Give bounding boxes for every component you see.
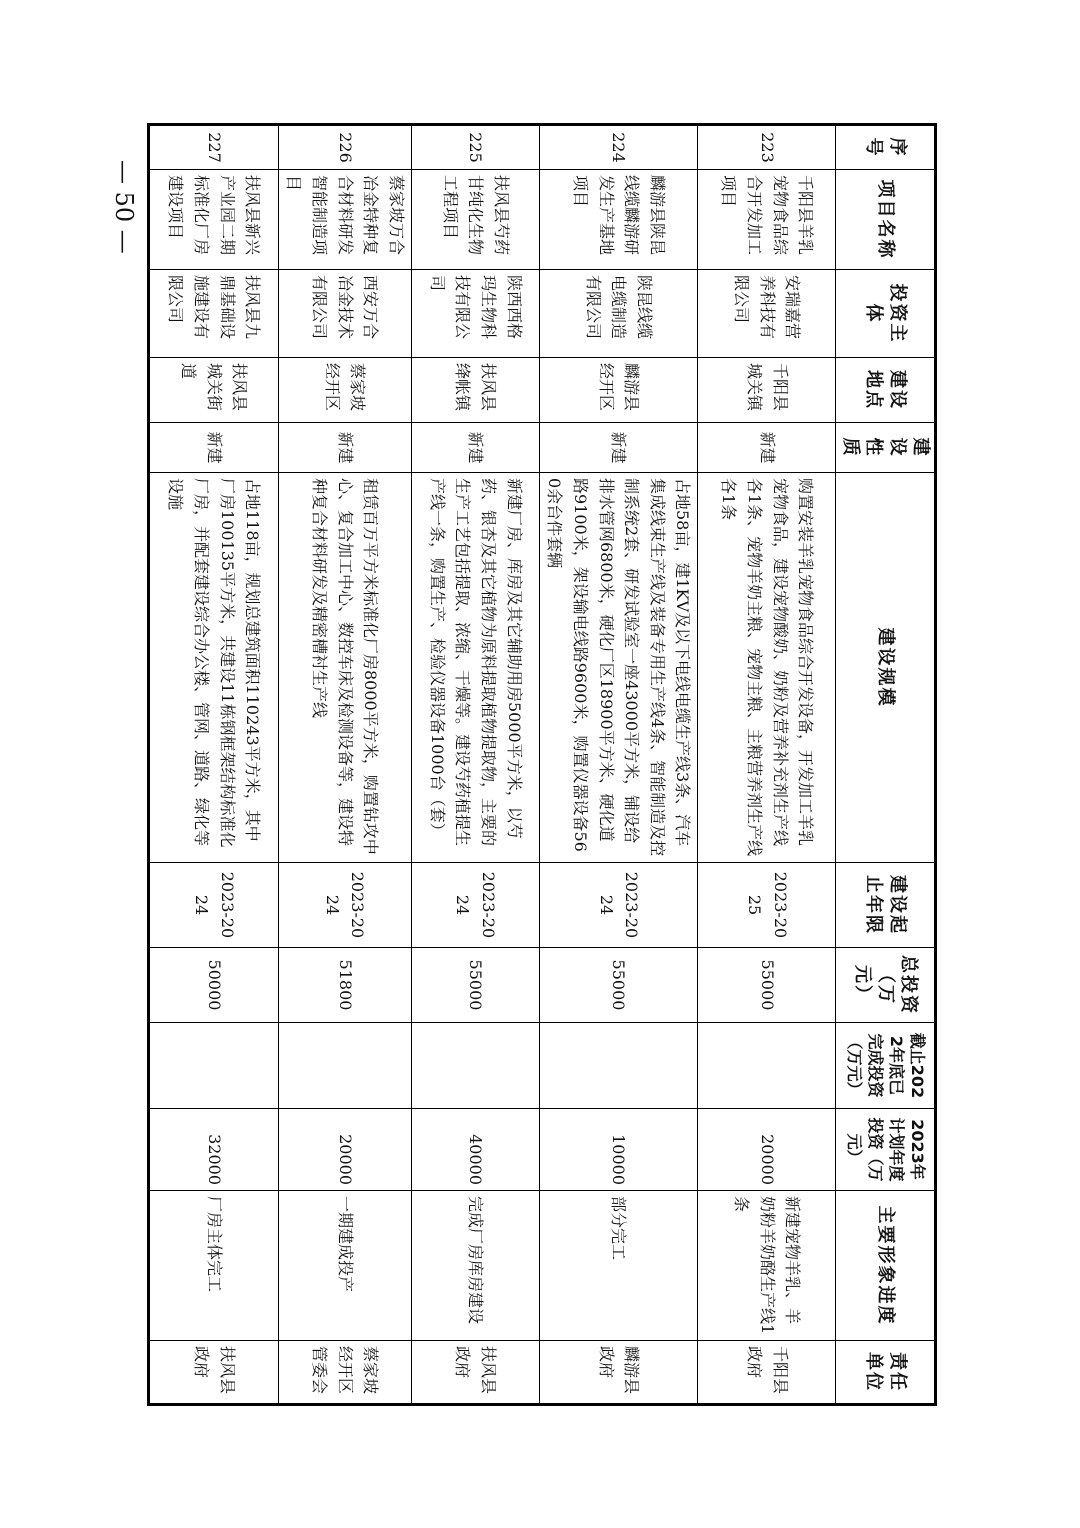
header-location: 建设地点 (836, 358, 936, 423)
cell-total: 55000 (539, 948, 698, 1023)
cell-nature: 新建 (539, 423, 698, 473)
header-investor: 投资主体 (836, 270, 936, 358)
cell-progress: 新建宠物羊乳、羊奶粉羊奶酪生产线1条 (698, 1191, 836, 1341)
cell-completed (539, 1023, 698, 1109)
cell-investor: 扶风县九鼎基础设施建设有限公司 (149, 270, 279, 358)
table-row (411, 125, 539, 1405)
cell-location: 麟游县经开区 (539, 358, 698, 423)
cell-name: 蔡家坡万合冶金特种复合材料研发智能制造项目 (278, 170, 411, 270)
cell-progress: 完成厂房库房建设 (411, 1191, 539, 1341)
cell-unit: 扶风县政府 (411, 1341, 539, 1405)
cell-investor: 陕昆线缆电缆制造有限公司 (539, 270, 698, 358)
cell-location: 千阳县城关镇 (698, 358, 836, 423)
cell-progress: 厂房主体完工 (149, 1191, 279, 1341)
header-nature: 建设性质 (836, 423, 936, 473)
cell-investor: 西安万合冶金技术有限公司 (278, 270, 411, 358)
header-total: 总投资（万元） (836, 948, 936, 1023)
cell-nature: 新建 (149, 423, 279, 473)
cell-planned: 10000 (539, 1109, 698, 1191)
table-row (539, 125, 698, 1405)
project-table (147, 123, 937, 1406)
cell-name: 麟游县陕昆线缆麟游研发生产基地项目 (539, 170, 698, 270)
cell-no: 226 (278, 125, 411, 170)
cell-unit: 蔡家坡经开区管委会 (278, 1341, 411, 1405)
cell-scale: 购置安装羊乳宠物食品综合开发设备，开发加工羊乳宠物食品，建设宠物酸奶、奶粉及营养补充剂生产线各1条、宠物羊奶主粮、宠物主粮、主粮营养剂生产线各1条 (698, 473, 836, 863)
cell-no: 227 (149, 125, 279, 170)
cell-planned: 20000 (698, 1109, 836, 1191)
cell-period: 2023-2024 (411, 863, 539, 948)
cell-scale: 占地118亩，规划总建筑面积110243平方米，其中厂房100135平方米，共建设11栋钢框架结构标准化厂房，并配套建设综合办公楼、管网、道路、绿化等设施 (149, 473, 279, 863)
cell-progress: 部分完工 (539, 1191, 698, 1341)
cell-unit: 麟游县政府 (539, 1341, 698, 1405)
cell-completed (149, 1023, 279, 1109)
header-scale: 建设规模 (836, 473, 936, 863)
cell-completed (698, 1023, 836, 1109)
cell-period: 2023-2024 (149, 863, 279, 948)
cell-scale: 占地58亩，建1KV及以下电线电缆生产线3条、汽车集成线束生产线及装备专用生产线4条、智能制造及控制系统2套、研发试验室一座43000平方米，铺设给排水管网6800米，硬化厂区18900平方米、硬化道路9100米，架设输电线路9600米，购置仪器设备560余台件套辆 (539, 473, 698, 863)
table-row (278, 125, 411, 1405)
cell-location: 扶风县绛帐镇 (411, 358, 539, 423)
cell-period: 2023-2025 (698, 863, 836, 948)
table-row (698, 125, 836, 1405)
cell-period: 2023-2024 (278, 863, 411, 948)
cell-name: 扶风县新兴产业园二期标准化厂房建设项目 (149, 170, 279, 270)
table-row (149, 125, 279, 1405)
cell-investor: 安瑞嘉营养科技有限公司 (698, 270, 836, 358)
header-progress: 主要形象进度 (836, 1191, 936, 1341)
cell-no: 225 (411, 125, 539, 170)
cell-planned: 40000 (411, 1109, 539, 1191)
cell-unit: 扶风县政府 (149, 1341, 279, 1405)
cell-planned: 32000 (149, 1109, 279, 1191)
page-number: — 50 — (110, 160, 138, 254)
cell-period: 2023-2024 (539, 863, 698, 948)
cell-progress: 一期建成投产 (278, 1191, 411, 1341)
header-unit: 责任单位 (836, 1341, 936, 1405)
cell-planned: 20000 (278, 1109, 411, 1191)
header-period: 建设起止年限 (836, 863, 936, 948)
cell-completed (411, 1023, 539, 1109)
cell-no: 223 (698, 125, 836, 170)
cell-name: 扶风县芍药甘纯化生物工程项目 (411, 170, 539, 270)
cell-unit: 千阳县政府 (698, 1341, 836, 1405)
cell-completed (278, 1023, 411, 1109)
cell-total: 55000 (411, 948, 539, 1023)
cell-location: 扶风县城关街道 (149, 358, 279, 423)
cell-no: 224 (539, 125, 698, 170)
cell-scale: 新建厂房、库房及其它辅助用房5000平方米，以芍药、银杏及其它植物为原料提取植物提取物，主要的生产工艺包括提取、浓缩、干燥等。建设芍药植提生产线一条，购置生产、检验仪器设备1000台（套） (411, 473, 539, 863)
cell-nature: 新建 (411, 423, 539, 473)
cell-name: 千阳县羊乳宠物食品综合开发加工项目 (698, 170, 836, 270)
cell-nature: 新建 (698, 423, 836, 473)
cell-total: 50000 (149, 948, 279, 1023)
cell-scale: 租赁百万平方米标准化厂房8000平方米，购置钻攻中心、复合加工中心、数控车床及检测设备等，建设特种复合材料研发及精密槽衬生产线 (278, 473, 411, 863)
cell-nature: 新建 (278, 423, 411, 473)
header-name: 项目名称 (836, 170, 936, 270)
header-no: 序号 (836, 125, 936, 170)
rotated-page (147, 123, 937, 1403)
cell-total: 55000 (698, 948, 836, 1023)
header-row (836, 125, 936, 1405)
cell-investor: 陕西西格玛生物科技有限公司 (411, 270, 539, 358)
cell-location: 蔡家坡经开区 (278, 358, 411, 423)
header-completed: 截止2022年底已完成投资（万元） (836, 1023, 936, 1109)
cell-total: 51800 (278, 948, 411, 1023)
header-planned: 2023年计划年度投资（万元） (836, 1109, 936, 1191)
